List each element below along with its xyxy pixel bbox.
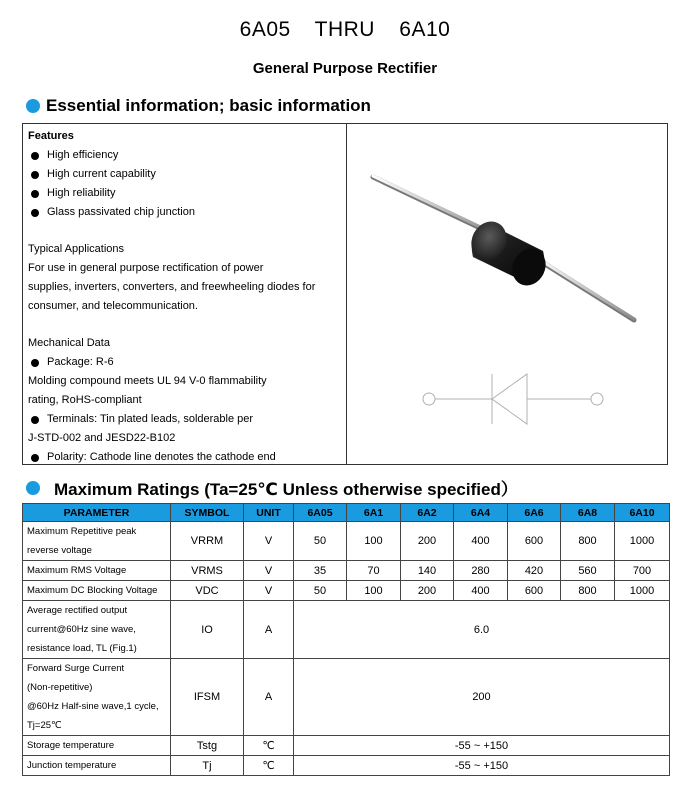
header-unit: UNIT xyxy=(244,504,294,522)
header-6a4: 6A4 xyxy=(454,504,508,522)
symbol-cell: Tstg xyxy=(171,736,244,756)
value-cell: 200 xyxy=(401,522,454,561)
diode-symbol-icon xyxy=(423,374,603,424)
black-dot-icon xyxy=(31,209,39,217)
mechanical-item: Polarity: Cathode line denotes the cathode end xyxy=(28,448,346,467)
feature-item: High current capability xyxy=(28,165,346,184)
mechanical-item: Package: R-6 xyxy=(28,353,346,372)
ratings-table xyxy=(22,503,670,776)
terminals-line: J-STD-002 and JESD22-B102 xyxy=(28,432,176,444)
diode-lead-left xyxy=(373,176,497,236)
header-6a6: 6A6 xyxy=(508,504,561,522)
value-cell: 400 xyxy=(454,522,508,561)
features-block xyxy=(28,127,346,222)
section-heading-essential xyxy=(26,96,371,116)
symbol-cell: VRRM xyxy=(171,522,244,561)
param-cell: Average rectified output current@60Hz sine wave, resistance load, TL (Fig.1) xyxy=(23,601,171,659)
unit-cell: V xyxy=(244,561,294,581)
header-symbol: SYMBOL xyxy=(171,504,244,522)
symbol-cell: VRMS xyxy=(171,561,244,581)
diode-r6-package-image xyxy=(347,124,667,464)
value-cell: 800 xyxy=(561,581,615,601)
section-heading-text: Essential information; basic information xyxy=(46,96,371,115)
feature-item: High reliability xyxy=(28,184,346,203)
applications-title: Typical Applications xyxy=(28,243,124,255)
value-cell: 420 xyxy=(508,561,561,581)
blue-circle-icon xyxy=(26,481,40,495)
unit-cell: A xyxy=(244,601,294,659)
value-cell: 280 xyxy=(454,561,508,581)
black-dot-icon xyxy=(31,190,39,198)
molding-line: Molding compound meets UL 94 V-0 flammability xyxy=(28,375,267,387)
value-cell: 600 xyxy=(508,581,561,601)
blue-circle-icon xyxy=(26,99,40,113)
applications-block xyxy=(28,240,346,316)
black-dot-icon xyxy=(31,359,39,367)
value-cell: 1000 xyxy=(615,522,670,561)
mechanical-block xyxy=(28,334,346,467)
diode-lead-right xyxy=(537,258,634,320)
header-6a10: 6A10 xyxy=(615,504,670,522)
header-6a05: 6A05 xyxy=(294,504,347,522)
table-row xyxy=(23,659,670,736)
value-cell: 800 xyxy=(561,522,615,561)
symbol-cell: IO xyxy=(171,601,244,659)
value-cell: 50 xyxy=(294,522,347,561)
param-cell: Storage temperature xyxy=(23,736,171,756)
table-row xyxy=(23,561,670,581)
table-row xyxy=(23,581,670,601)
param-cell: Maximum DC Blocking Voltage xyxy=(23,581,171,601)
table-row xyxy=(23,522,670,561)
info-image-column xyxy=(347,124,667,464)
param-cell: Forward Surge Current (Non-repetitive) @60Hz Half-sine wave,1 cycle, Tj=25℃ xyxy=(23,659,171,736)
value-cell: 1000 xyxy=(615,581,670,601)
black-dot-icon xyxy=(31,454,39,462)
param-cell: Maximum Repetitive peak reverse voltage xyxy=(23,522,171,561)
value-cell: 140 xyxy=(401,561,454,581)
value-cell: 70 xyxy=(347,561,401,581)
molding-line: rating, RoHS-compliant xyxy=(28,394,142,406)
merged-value-cell: -55 ~ +150 xyxy=(294,756,670,776)
symbol-cell: IFSM xyxy=(171,659,244,736)
applications-line: consumer, and telecommunication. xyxy=(28,300,198,312)
header-6a8: 6A8 xyxy=(561,504,615,522)
black-dot-icon xyxy=(31,171,39,179)
header-6a2: 6A2 xyxy=(401,504,454,522)
param-cell: Junction temperature xyxy=(23,756,171,776)
mechanical-item: Terminals: Tin plated leads, solderable per xyxy=(28,410,346,429)
unit-cell: ℃ xyxy=(244,756,294,776)
symbol-cell: Tj xyxy=(171,756,244,776)
value-cell: 560 xyxy=(561,561,615,581)
table-row xyxy=(23,736,670,756)
value-cell: 100 xyxy=(347,522,401,561)
applications-line: For use in general purpose rectification of power xyxy=(28,262,264,274)
value-cell: 100 xyxy=(347,581,401,601)
header-parameter: PARAMETER xyxy=(23,504,171,522)
param-cell: Maximum RMS Voltage xyxy=(23,561,171,581)
feature-item: Glass passivated chip junction xyxy=(28,203,346,222)
table-row xyxy=(23,756,670,776)
unit-cell: A xyxy=(244,659,294,736)
table-header-row xyxy=(23,504,670,522)
section-heading-ratings xyxy=(26,475,518,500)
unit-cell: ℃ xyxy=(244,736,294,756)
info-text-column xyxy=(23,124,347,464)
feature-item: High efficiency xyxy=(28,146,346,165)
header-6a1: 6A1 xyxy=(347,504,401,522)
black-dot-icon xyxy=(31,152,39,160)
features-title: Features xyxy=(28,130,74,142)
table-row xyxy=(23,601,670,659)
merged-value-cell: -55 ~ +150 xyxy=(294,736,670,756)
value-cell: 35 xyxy=(294,561,347,581)
applications-line: supplies, inverters, converters, and freewheeling diodes for xyxy=(28,281,316,293)
value-cell: 200 xyxy=(401,581,454,601)
value-cell: 700 xyxy=(615,561,670,581)
mechanical-title: Mechanical Data xyxy=(28,337,110,349)
essential-info-box xyxy=(22,123,668,465)
black-dot-icon xyxy=(31,416,39,424)
unit-cell: V xyxy=(244,522,294,561)
page-subtitle: General Purpose Rectifier xyxy=(252,60,438,77)
page-title: 6A05 THRU 6A10 xyxy=(239,18,451,41)
value-cell: 400 xyxy=(454,581,508,601)
value-cell: 600 xyxy=(508,522,561,561)
section-heading-text: Maximum Ratings (Ta=25℃ Unless otherwise specified） xyxy=(54,480,518,499)
merged-value-cell: 200 xyxy=(294,659,670,736)
value-cell: 50 xyxy=(294,581,347,601)
symbol-cell: VDC xyxy=(171,581,244,601)
merged-value-cell: 6.0 xyxy=(294,601,670,659)
unit-cell: V xyxy=(244,581,294,601)
